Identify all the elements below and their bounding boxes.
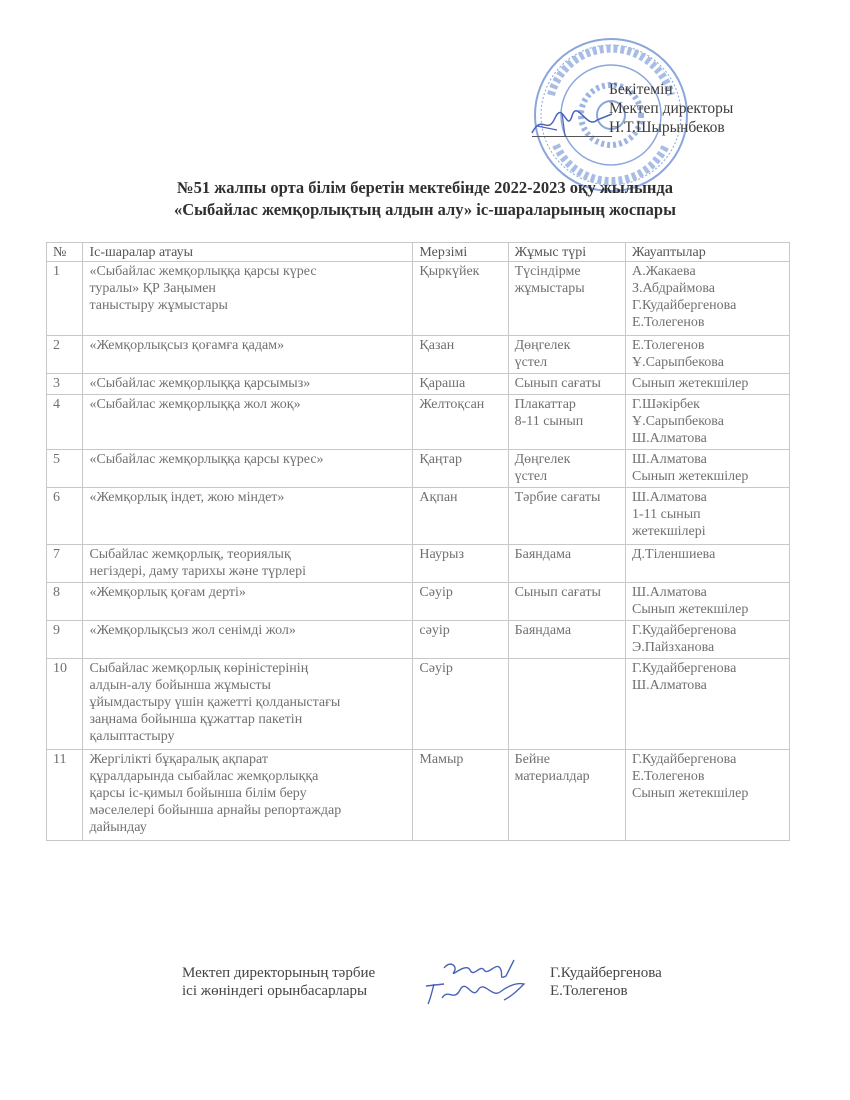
document-title [0,177,850,221]
cell-responsible-line: Сынып жетекшілер [631,786,749,801]
cell-event-name-line: Сыбайлас жемқорлық, теориялық [89,547,291,562]
cell-work-type-line: Дөңгелек [514,452,571,467]
cell-work-type [508,336,625,374]
plan-table [46,242,790,841]
approval-block [609,80,733,137]
cell-responsible-line: Ш.Алматова [631,452,707,467]
cell-event-name [83,336,413,374]
signer-name-2: Е.Толегенов [550,983,628,999]
cell-no: 3 [47,374,83,395]
cell-work-type-line: Тәрбие сағаты [514,490,601,505]
cell-responsible [625,450,789,488]
header-no: № [47,243,83,262]
cell-no: 9 [47,621,83,659]
cell-event-name-line: «Сыбайлас жемқорлыққа қарсы күрес» [89,452,324,467]
cell-work-type-line: үстел [514,355,548,370]
signer-position-line-1: Мектеп директорының тәрбие [182,965,376,981]
cell-event-name-line: қалыптастыру [89,729,175,744]
cell-no: 5 [47,450,83,488]
cell-work-type-line: жұмыстары [514,281,585,296]
cell-event-name-line: дайындау [89,820,147,835]
cell-responsible [625,488,789,545]
cell-responsible-line: жетекшілері [631,524,706,539]
cell-event-name [83,395,413,450]
signatures-block [182,964,662,1000]
cell-term: Сәуір [413,583,508,621]
cell-responsible-line: З.Абдраймова [631,281,715,296]
cell-event-name [83,450,413,488]
cell-event-name [83,545,413,583]
cell-event-name-line: заңнама бойынша құжаттар пакетін [89,712,303,727]
cell-responsible-line: Э.Пайзханова [631,640,715,655]
cell-work-type [508,545,625,583]
cell-no: 11 [47,750,83,841]
cell-work-type-line: Сынып сағаты [514,376,601,391]
cell-responsible-line: Сынып жетекшілер [631,469,749,484]
cell-responsible-line: Ш.Алматова [631,490,707,505]
cell-no: 1 [47,262,83,336]
cell-responsible-line: Ұ.Сарыпбекова [631,355,724,370]
header-responsible: Жауаптылар [625,243,789,262]
cell-no: 8 [47,583,83,621]
cell-work-type-line: Сынып сағаты [514,585,601,600]
header-work-type: Жұмыс түрі [508,243,625,262]
cell-event-name [83,750,413,841]
cell-term: Қаңтар [413,450,508,488]
cell-work-type-line: Түсіндірме [514,264,581,279]
cell-event-name-line: қарсы іс-қимыл бойынша білім беру [89,786,307,801]
table-row [47,488,790,545]
cell-event-name-line: алдын-алу бойынша жұмысты [89,678,271,693]
approval-line-position: Мектеп директоры [609,100,734,117]
cell-responsible [625,659,789,750]
cell-responsible-line: Е.Толегенов [631,769,705,784]
cell-event-name-line: «Жемқорлықсыз жол сенімді жол» [89,623,296,638]
cell-responsible-line: Ш.Алматова [631,585,707,600]
cell-term: Желтоқсан [413,395,508,450]
cell-responsible [625,336,789,374]
cell-responsible-line: Г.Кудайбергенова [631,623,737,638]
cell-term: Мамыр [413,750,508,841]
cell-work-type-line: Баяндама [514,547,572,562]
cell-responsible-line: Ш.Алматова [631,431,707,446]
cell-work-type-line: 8-11 сынып [514,414,584,429]
cell-work-type-line: Баяндама [514,623,572,638]
cell-responsible-line: Г.Шәкірбек [631,397,700,412]
cell-event-name-line: Жергілікті бұқаралық ақпарат [89,752,268,767]
table-row [47,450,790,488]
cell-event-name-line: «Сыбайлас жемқорлыққа қарсымыз» [89,376,311,391]
cell-responsible-line: А.Жакаева [631,264,696,279]
cell-no: 6 [47,488,83,545]
signer-name-1: Г.Кудайбергенова [550,965,662,981]
header-term: Мерзімі [413,243,508,262]
cell-event-name-line: негіздері, даму тарихы және түрлері [89,564,306,579]
cell-work-type [508,488,625,545]
cell-event-name-line: мәселелері бойынша арнайы репортаждар [89,803,342,818]
cell-responsible-line: Г.Кудайбергенова [631,298,737,313]
table-row [47,621,790,659]
director-signature-icon [527,108,617,138]
cell-work-type [508,450,625,488]
cell-term: Наурыз [413,545,508,583]
table-row [47,262,790,336]
cell-event-name-line: Сыбайлас жемқорлық көріністерінің [89,661,309,676]
table-row [47,395,790,450]
cell-responsible [625,750,789,841]
cell-responsible-line: Ұ.Сарыпбекова [631,414,724,429]
cell-responsible [625,583,789,621]
cell-event-name-line: таныстыру жұмыстары [89,298,228,313]
table-header-row [47,243,790,262]
cell-responsible-line: Д.Тіленшиева [631,547,716,562]
cell-work-type-line: Дөңгелек [514,338,571,353]
cell-term: Қыркүйек [413,262,508,336]
cell-no: 10 [47,659,83,750]
cell-no: 2 [47,336,83,374]
cell-event-name [83,488,413,545]
cell-work-type-line: Плакаттар [514,397,576,412]
cell-event-name-line: құралдарында сыбайлас жемқорлыққа [89,769,319,784]
cell-event-name-line: туралы» ҚР Заңымен [89,281,216,296]
cell-responsible-line: Сынып жетекшілер [631,602,749,617]
cell-work-type [508,621,625,659]
signature-line [532,136,612,137]
cell-responsible-line: Ш.Алматова [631,678,707,693]
title-line-1: №51 жалпы орта білім беретін мектебінде 2022-2023 оқу жылында [177,178,673,197]
cell-responsible [625,621,789,659]
cell-term: Қазан [413,336,508,374]
cell-responsible-line: Г.Кудайбергенова [631,661,737,676]
cell-event-name-line: «Жемқорлық қоғам дерті» [89,585,246,600]
cell-event-name [83,262,413,336]
table-row [47,545,790,583]
approval-line-name: Н.Т.Шырынбеков [609,119,725,136]
cell-work-type [508,374,625,395]
cell-responsible [625,545,789,583]
cell-work-type [508,659,625,750]
cell-term: Қараша [413,374,508,395]
cell-event-name-line: «Жемқорлық індет, жою міндет» [89,490,285,505]
cell-responsible-line: Г.Кудайбергенова [631,752,737,767]
table-row [47,583,790,621]
cell-responsible [625,395,789,450]
table-row [47,336,790,374]
cell-work-type [508,395,625,450]
cell-event-name-line: ұйымдастыру үшін қажетті қолданыстағы [89,695,341,710]
signer-position-line-2: ісі жөніндегі орынбасарлары [182,983,368,999]
cell-event-name [83,583,413,621]
cell-responsible-line: 1-11 сынып [631,507,701,522]
cell-responsible [625,374,789,395]
cell-work-type-line: материалдар [514,769,590,784]
cell-no: 4 [47,395,83,450]
table-row [47,374,790,395]
cell-responsible [625,262,789,336]
cell-term: сәуір [413,621,508,659]
header-event-name: Іс-шаралар атауы [83,243,413,262]
cell-term: Сәуір [413,659,508,750]
approval-line-approve: Бекітемін [609,81,673,98]
cell-event-name-line: «Сыбайлас жемқорлыққа қарсы күрес [89,264,317,279]
cell-event-name-line: «Жемқорлықсыз қоғамға қадам» [89,338,285,353]
cell-work-type [508,750,625,841]
cell-event-name [83,621,413,659]
cell-work-type [508,583,625,621]
cell-event-name-line: «Сыбайлас жемқорлыққа жол жоқ» [89,397,301,412]
cell-responsible-line: Е.Толегенов [631,315,705,330]
cell-work-type-line: Бейне [514,752,551,767]
cell-term: Ақпан [413,488,508,545]
cell-responsible-line: Сынып жетекшілер [631,376,749,391]
cell-work-type-line: үстел [514,469,548,484]
table-row [47,750,790,841]
cell-event-name [83,374,413,395]
cell-no: 7 [47,545,83,583]
table-row [47,659,790,750]
title-line-2: «Сыбайлас жемқорлықтың алдын алу» іс-шараларының жоспары [174,200,676,219]
cell-responsible-line: Е.Толегенов [631,338,705,353]
cell-work-type [508,262,625,336]
cell-event-name [83,659,413,750]
